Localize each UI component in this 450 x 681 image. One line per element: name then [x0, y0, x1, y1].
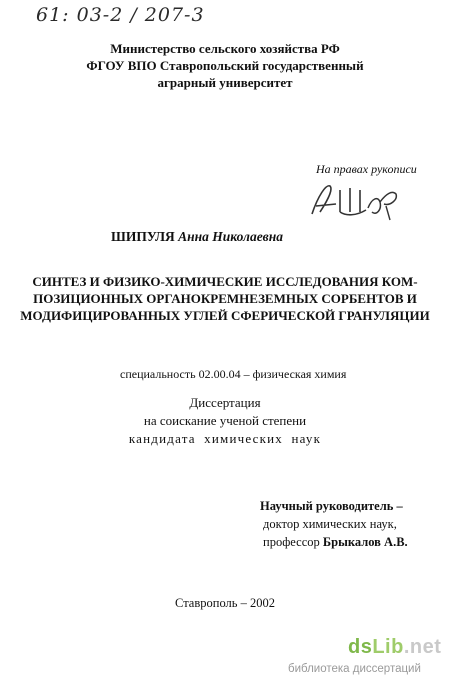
institution-header	[0, 40, 450, 91]
university-line-2: аграрный университет	[157, 75, 293, 90]
logo-suffix: .net	[403, 636, 442, 658]
specialty-line: специальность 02.00.04 – физическая химия	[120, 367, 347, 381]
title-line-1: СИНТЕЗ И ФИЗИКО-ХИМИЧЕСКИЕ ИССЛЕДОВАНИЯ КОМ-	[32, 274, 418, 289]
supervisor-position: профессор	[263, 535, 320, 549]
author-surname: ШИПУЛЯ	[111, 229, 175, 244]
dissertation-title	[0, 273, 450, 324]
ministry-line: Министерство сельского хозяйства РФ	[110, 41, 340, 56]
supervisor-degree: доктор химических наук,	[263, 517, 397, 531]
degree-purpose: на соискание ученой степени	[143, 413, 307, 428]
supervisor-position-line	[260, 533, 408, 551]
watermark-caption: библиотека диссертаций	[288, 663, 421, 675]
manuscript-rights-note: На правах рукописи	[316, 162, 417, 176]
supervisor-title: Научный руководитель –	[260, 499, 403, 513]
author-name	[111, 229, 283, 245]
degree-name: кандидата химических наук	[128, 431, 322, 446]
university-line-1: ФГОУ ВПО Ставропольский государственный	[86, 58, 364, 73]
degree-block	[0, 394, 450, 448]
dissertation-label: Диссертация	[189, 395, 261, 410]
title-line-2: ПОЗИЦИОННЫХ ОРГАНОКРЕМНЕЗЕМНЫХ СОРБЕНТОВ И	[33, 291, 417, 306]
title-line-3: МОДИФИЦИРОВАННЫХ УГЛЕЙ СФЕРИЧЕСКОЙ ГРАНУЛЯЦИИ	[20, 308, 430, 323]
city-year: Ставрополь – 2002	[175, 596, 275, 610]
supervisor-block	[260, 497, 408, 551]
supervisor-name: Брыкалов А.В.	[322, 535, 408, 549]
logo-main: Lib	[372, 636, 404, 658]
author-given-names: Анна Николаевна	[178, 229, 283, 244]
dslib-logo	[348, 636, 441, 659]
signature-image	[306, 176, 406, 224]
handwritten-catalog-code: 61: 03-2 / 207-3	[36, 4, 205, 26]
logo-prefix: ds	[348, 636, 373, 658]
